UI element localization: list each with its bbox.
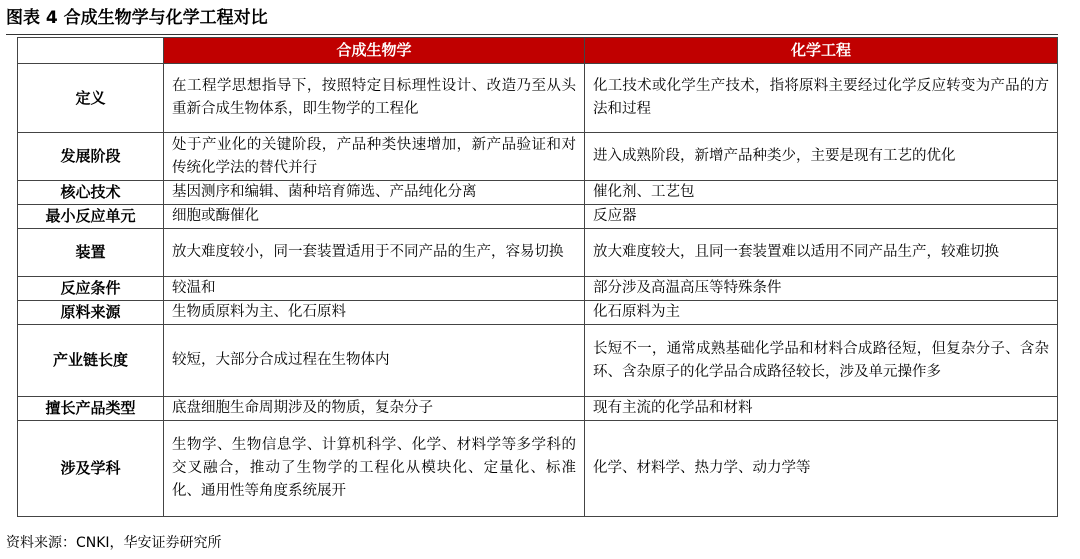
synbio-cell: 较温和 xyxy=(164,277,585,301)
table-row xyxy=(18,229,1058,277)
synbio-cell: 处于产业化的关键阶段，产品种类快速增加，新产品验证和对传统化学法的替代并行 xyxy=(164,133,585,181)
row-label: 擅长产品类型 xyxy=(18,397,164,421)
chem-cell: 催化剂、工艺包 xyxy=(585,181,1058,205)
synbio-cell: 基因测序和编辑、菌种培育筛选、产品纯化分离 xyxy=(164,181,585,205)
comparison-table xyxy=(17,37,1058,517)
table-row xyxy=(18,205,1058,229)
row-label: 定义 xyxy=(18,64,164,133)
chem-cell: 化工技术或化学生产技术，指将原料主要经过化学反应转变为产品的方法和过程 xyxy=(585,64,1058,133)
header-corner-cell xyxy=(18,38,164,64)
row-label: 核心技术 xyxy=(18,181,164,205)
synbio-cell: 在工程学思想指导下，按照特定目标理性设计、改造乃至从头重新合成生物体系，即生物学的工程化 xyxy=(164,64,585,133)
chem-cell: 放大难度较大，且同一套装置难以适用不同产品生产，较难切换 xyxy=(585,229,1058,277)
synbio-cell: 细胞或酶催化 xyxy=(164,205,585,229)
header-chemical-engineering: 化学工程 xyxy=(585,38,1058,64)
synbio-cell: 生物质原料为主、化石原料 xyxy=(164,301,585,325)
synbio-cell: 较短，大部分合成过程在生物体内 xyxy=(164,325,585,397)
synbio-cell: 生物学、生物信息学、计算机科学、化学、材料学等多学科的交叉融合，推动了生物学的工程化从模块化、定量化、标准化、通用性等角度系统展开 xyxy=(164,421,585,517)
title-divider xyxy=(6,34,1058,35)
chem-cell: 长短不一，通常成熟基础化学品和材料合成路径短，但复杂分子、含杂环、含杂原子的化学品合成路径较长，涉及单元操作多 xyxy=(585,325,1058,397)
row-label: 发展阶段 xyxy=(18,133,164,181)
table-row xyxy=(18,181,1058,205)
chem-cell: 进入成熟阶段，新增产品种类少，主要是现有工艺的优化 xyxy=(585,133,1058,181)
row-label: 反应条件 xyxy=(18,277,164,301)
row-label: 装置 xyxy=(18,229,164,277)
row-label: 原料来源 xyxy=(18,301,164,325)
row-label: 涉及学科 xyxy=(18,421,164,517)
row-label: 最小反应单元 xyxy=(18,205,164,229)
row-label: 产业链长度 xyxy=(18,325,164,397)
table-row xyxy=(18,133,1058,181)
synbio-cell: 底盘细胞生命周期涉及的物质，复杂分子 xyxy=(164,397,585,421)
chem-cell: 现有主流的化学品和材料 xyxy=(585,397,1058,421)
header-synthetic-biology: 合成生物学 xyxy=(164,38,585,64)
table-row xyxy=(18,421,1058,517)
chem-cell: 反应器 xyxy=(585,205,1058,229)
table-row xyxy=(18,325,1058,397)
table-row xyxy=(18,301,1058,325)
table-header-row xyxy=(18,38,1058,64)
synbio-cell: 放大难度较小，同一套装置适用于不同产品的生产，容易切换 xyxy=(164,229,585,277)
figure-title: 图表 4 合成生物学与化学工程对比 xyxy=(6,8,268,28)
table-row xyxy=(18,397,1058,421)
source-note: 资料来源：CNKI，华安证券研究所 xyxy=(6,535,222,551)
table-row xyxy=(18,64,1058,133)
chem-cell: 化石原料为主 xyxy=(585,301,1058,325)
table-row xyxy=(18,277,1058,301)
chem-cell: 部分涉及高温高压等特殊条件 xyxy=(585,277,1058,301)
chem-cell: 化学、材料学、热力学、动力学等 xyxy=(585,421,1058,517)
